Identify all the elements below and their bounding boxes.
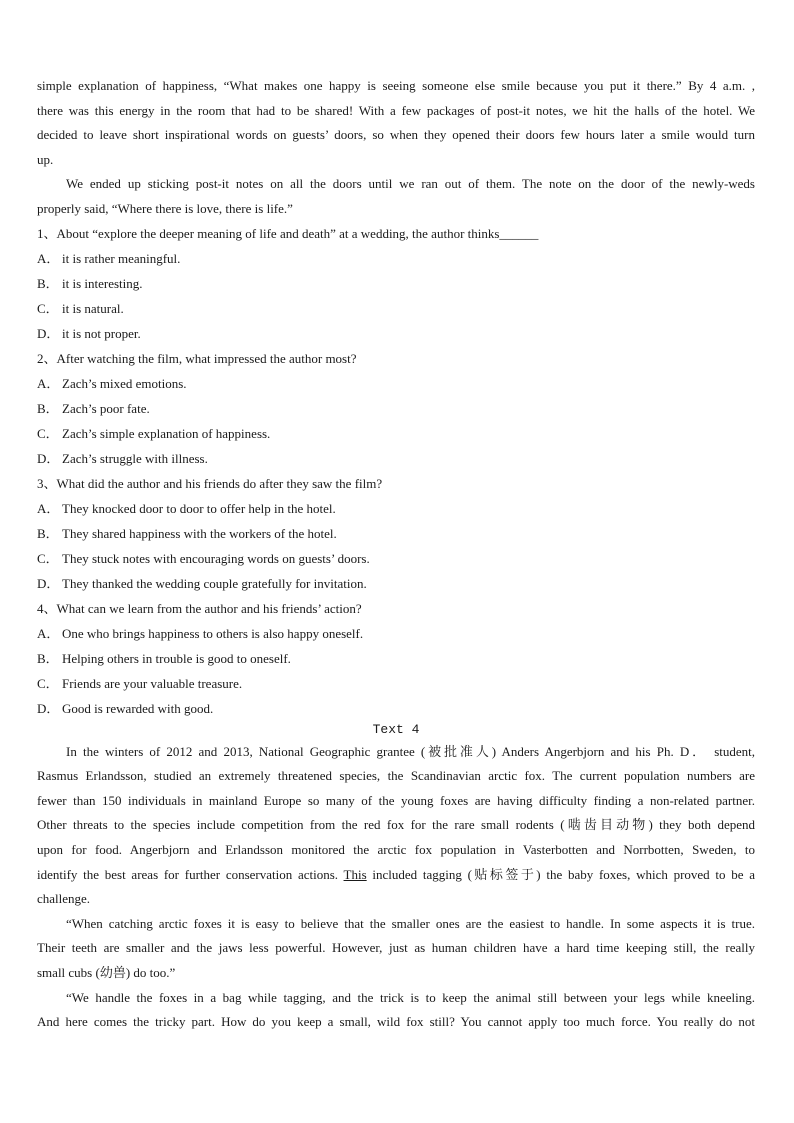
option-text: Friends are your valuable treasure. (62, 675, 243, 691)
question-2 (37, 346, 755, 471)
option-c[interactable] (37, 671, 755, 696)
option-label: B． (37, 400, 59, 416)
text-line: Rasmus Erlandsson, studied an extremely threatened species, the Scandinavian arctic fox. The current population numbers are (37, 768, 755, 784)
underlined-word: This (343, 866, 367, 882)
option-c[interactable] (37, 546, 755, 571)
text4-paragraph-1 (37, 739, 755, 911)
text-line: In the winters of 2012 and 2013, National Geographic grantee (被批准人) Anders Angerbjorn and his Ph. D． student, (66, 743, 755, 759)
option-label: D． (37, 450, 60, 466)
option-text: Zach’s poor fate. (62, 400, 150, 416)
option-label: C． (37, 425, 59, 441)
option-text: it is interesting. (62, 275, 143, 291)
text-line: “We handle the foxes in a bag while tagging, and the trick is to keep the animal still between your legs while kneeling. (66, 989, 755, 1005)
option-label: D． (37, 700, 60, 716)
option-label: A． (37, 375, 60, 391)
option-a[interactable] (37, 246, 755, 271)
option-label: C． (37, 550, 59, 566)
question-4 (37, 596, 755, 721)
question-stem: 2、After watching the film, what impressed the author most? (37, 350, 357, 366)
question-stem: 4、What can we learn from the author and his friends’ action? (37, 600, 362, 616)
text-line: small cubs (幼兽) do too.” (37, 964, 176, 980)
option-label: C． (37, 675, 59, 691)
option-text: Zach’s struggle with illness. (62, 450, 208, 466)
option-text: They thanked the wedding couple gratefully for invitation. (62, 575, 367, 591)
option-text: Good is rewarded with good. (62, 700, 214, 716)
option-text: They shared happiness with the workers of the hotel. (62, 525, 337, 541)
option-a[interactable] (37, 621, 755, 646)
question-1 (37, 221, 755, 346)
option-d[interactable] (37, 321, 755, 346)
text-line (37, 862, 755, 887)
option-b[interactable] (37, 271, 755, 296)
option-text: Zach’s simple explanation of happiness. (62, 425, 271, 441)
text-line: upon for food. Angerbjorn and Erlandsson monitored the arctic fox population in Vasterbotten and Norrbotten, Sweden, to (37, 841, 755, 857)
option-text: Helping others in trouble is good to oneself. (62, 650, 291, 666)
option-b[interactable] (37, 521, 755, 546)
option-label: A． (37, 500, 60, 516)
option-a[interactable] (37, 371, 755, 396)
option-label: B． (37, 275, 59, 291)
text-line: Other threats to the species include competition from the red fox for the rare small rodents (啮齿目动物) they both depend (37, 817, 755, 833)
question-stem: 3、What did the author and his friends do after they saw the film? (37, 475, 383, 491)
option-text: One who brings happiness to others is also happy oneself. (62, 625, 364, 641)
option-text: They knocked door to door to offer help in the hotel. (62, 500, 336, 516)
question-stem: 1、About “explore the deeper meaning of life and death” at a wedding, the author thinks______ (37, 225, 539, 241)
option-b[interactable] (37, 396, 755, 421)
question-3 (37, 471, 755, 596)
text-line: simple explanation of happiness, “What makes one happy is seeing someone else smile because you put it there.” By 4 a.m. , (37, 78, 755, 93)
option-label: D． (37, 325, 60, 341)
option-a[interactable] (37, 496, 755, 521)
text-line: decided to leave short inspirational words on guests’ doors, so when they opened their doors few hours later a smile would turn (37, 127, 755, 143)
text-segment: included tagging (贴标签于) the baby foxes, which proved to be a (366, 866, 756, 882)
text-line: fewer than 150 individuals in mainland Europe so many of the young foxes are having difficulty finding a non-related partner. (37, 792, 755, 808)
text-segment: identify the best areas for further conservation actions. (37, 866, 344, 882)
section-heading: Text 4 (372, 721, 420, 737)
text-line: Their teeth are smaller and the jaws less powerful. However, just as human children have a hard time keeping still, the really (37, 940, 755, 956)
option-d[interactable] (37, 696, 755, 721)
option-label: D． (37, 575, 60, 591)
option-label: C． (37, 300, 59, 316)
text-line: We ended up sticking post-it notes on all the doors until we ran out of them. The note on the door of the newly-weds (66, 176, 755, 192)
option-c[interactable] (37, 296, 755, 321)
document-page (37, 73, 755, 1034)
text-line: there was this energy in the room that had to be shared! With a few packages of post-it notes, we hit the halls of the hotel. We (37, 102, 755, 118)
passage-paragraph (37, 171, 755, 220)
option-d[interactable] (37, 446, 755, 471)
option-c[interactable] (37, 421, 755, 446)
option-text: Zach’s mixed emotions. (62, 375, 187, 391)
option-b[interactable] (37, 646, 755, 671)
option-d[interactable] (37, 571, 755, 596)
text-line: properly said, “Where there is love, there is life.” (37, 200, 293, 216)
text4-paragraph-2 (37, 911, 755, 985)
option-text: it is natural. (62, 300, 124, 316)
text-line: challenge. (37, 891, 91, 907)
option-label: A． (37, 250, 60, 266)
option-label: B． (37, 650, 59, 666)
option-label: B． (37, 525, 59, 541)
option-text: it is not proper. (62, 325, 141, 341)
option-text: They stuck notes with encouraging words on guests’ doors. (62, 550, 370, 566)
option-text: it is rather meaningful. (62, 250, 181, 266)
option-label: A． (37, 625, 60, 641)
text-line: “When catching arctic foxes it is easy to believe that the smaller ones are the easiest to handle. In some aspects it is true. (66, 915, 755, 931)
text4-paragraph-3 (37, 985, 755, 1034)
text-line: And here comes the tricky part. How do you keep a small, wild fox still? You cannot apply too much force. You really do not (37, 1014, 755, 1030)
passage-paragraph (37, 73, 755, 171)
text-line: up. (37, 151, 54, 167)
